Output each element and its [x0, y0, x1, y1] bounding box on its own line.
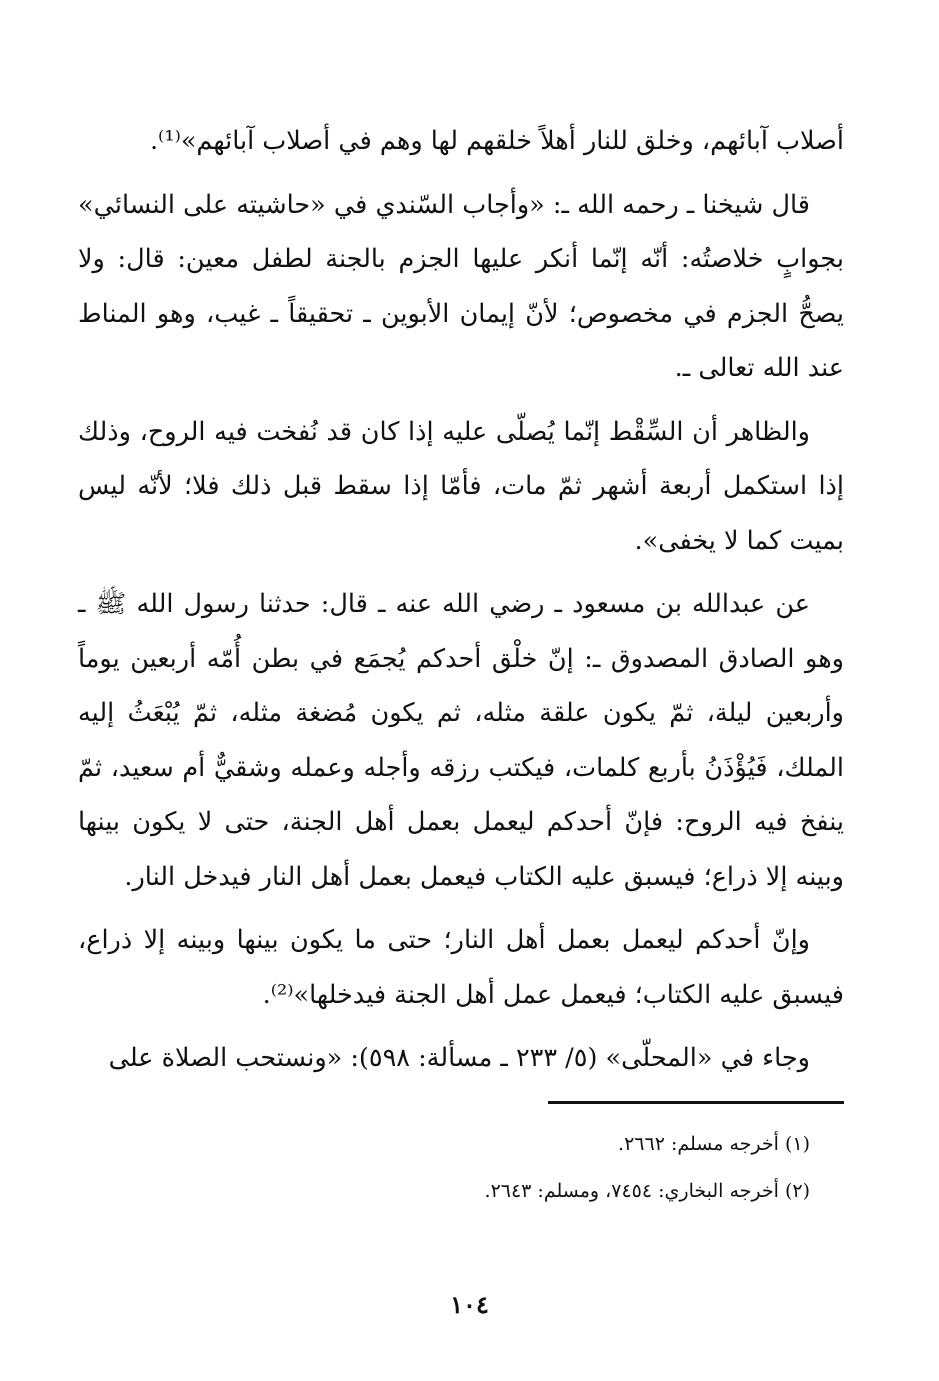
footnote-2: (٢) أخرجه البخاري: ٧٤٥٤، ومسلم: ٢٦٤٣. — [484, 1180, 810, 1202]
footnotes — [300, 1132, 810, 1226]
paragraph-continuation: أصلاب آبائهم، وخلق للنار أهلاً خلقهم لها وهم في أصلاب آبائهم»⁽¹⁾. — [149, 126, 844, 156]
body-text — [78, 114, 844, 1095]
paragraph-muhalla: وجاء في «المحلّى» (٥/ ٢٣٣ ـ مسألة: ٥٩٨): «ونستحب الصلاة على — [108, 1043, 810, 1073]
paragraph-hadith-continued: وإنّ أحدكم ليعمل بعمل أهل النار؛ حتى ما يكون بينها وبينه إلا ذراع، فيسبق عليه الكتاب؛ فيعمل عمل أهل الجنة فيدخلها»⁽²⁾. — [78, 925, 844, 1010]
footnote-separator — [548, 1101, 844, 1104]
paragraph-sindi-quote: قال شيخنا ـ رحمه الله ـ: «وأجاب السّندي في «حاشيته على النسائي» بجوابٍ خلاصتُه: أنّه إنّما أنكر عليها الجزم بالجنة لطفل معين: قال: ولا يصحُّ الجزم في مخصوص؛ لأنّ إيمان الأبوين ـ تحقيقاً ـ غيب، وهو المناط عند الله تعالى ـ. — [78, 189, 844, 383]
footnote-1: (١) أخرجه مسلم: ٢٦٦٢. — [618, 1133, 810, 1155]
paragraph-hadith: عن عبدالله بن مسعود ـ رضي الله عنه ـ قال: حدثنا رسول الله ﷺ ـ وهو الصادق المصدوق ـ: إنّ خلْق أحدكم يُجمَع في بطن أُمّه أربعين يوماً وأربعين ليلة، ثمّ يكون علقة مثله، ثم يكون مُضغة مثله، ثمّ يُبْعَثُ إليه الملك، فَيُؤْذَنُ بأربع كلمات، فيكتب رزقه وأجله وعمله وشقيٌّ أم سعيد، ثمّ ينفخ فيه الروح: فإنّ أحدكم ليعمل بعمل أهل الجنة، حتى لا يكون بينها وبينه إلا ذراع؛ فيسبق عليه الكتاب فيعمل بعمل أهل النار فيدخل النار. — [78, 589, 844, 892]
paragraph-siqt: والظاهر أن السِّقْط إنّما يُصلّى عليه إذا كان قد نُفخت فيه الروح، وذلك إذا استكمل أربعة أشهر ثمّ مات، فأمّا إذا سقط قبل ذلك فلا؛ لأنّه ليس بميت كما لا يخفى». — [78, 416, 844, 556]
page-number: ١٠٤ — [450, 1290, 489, 1319]
